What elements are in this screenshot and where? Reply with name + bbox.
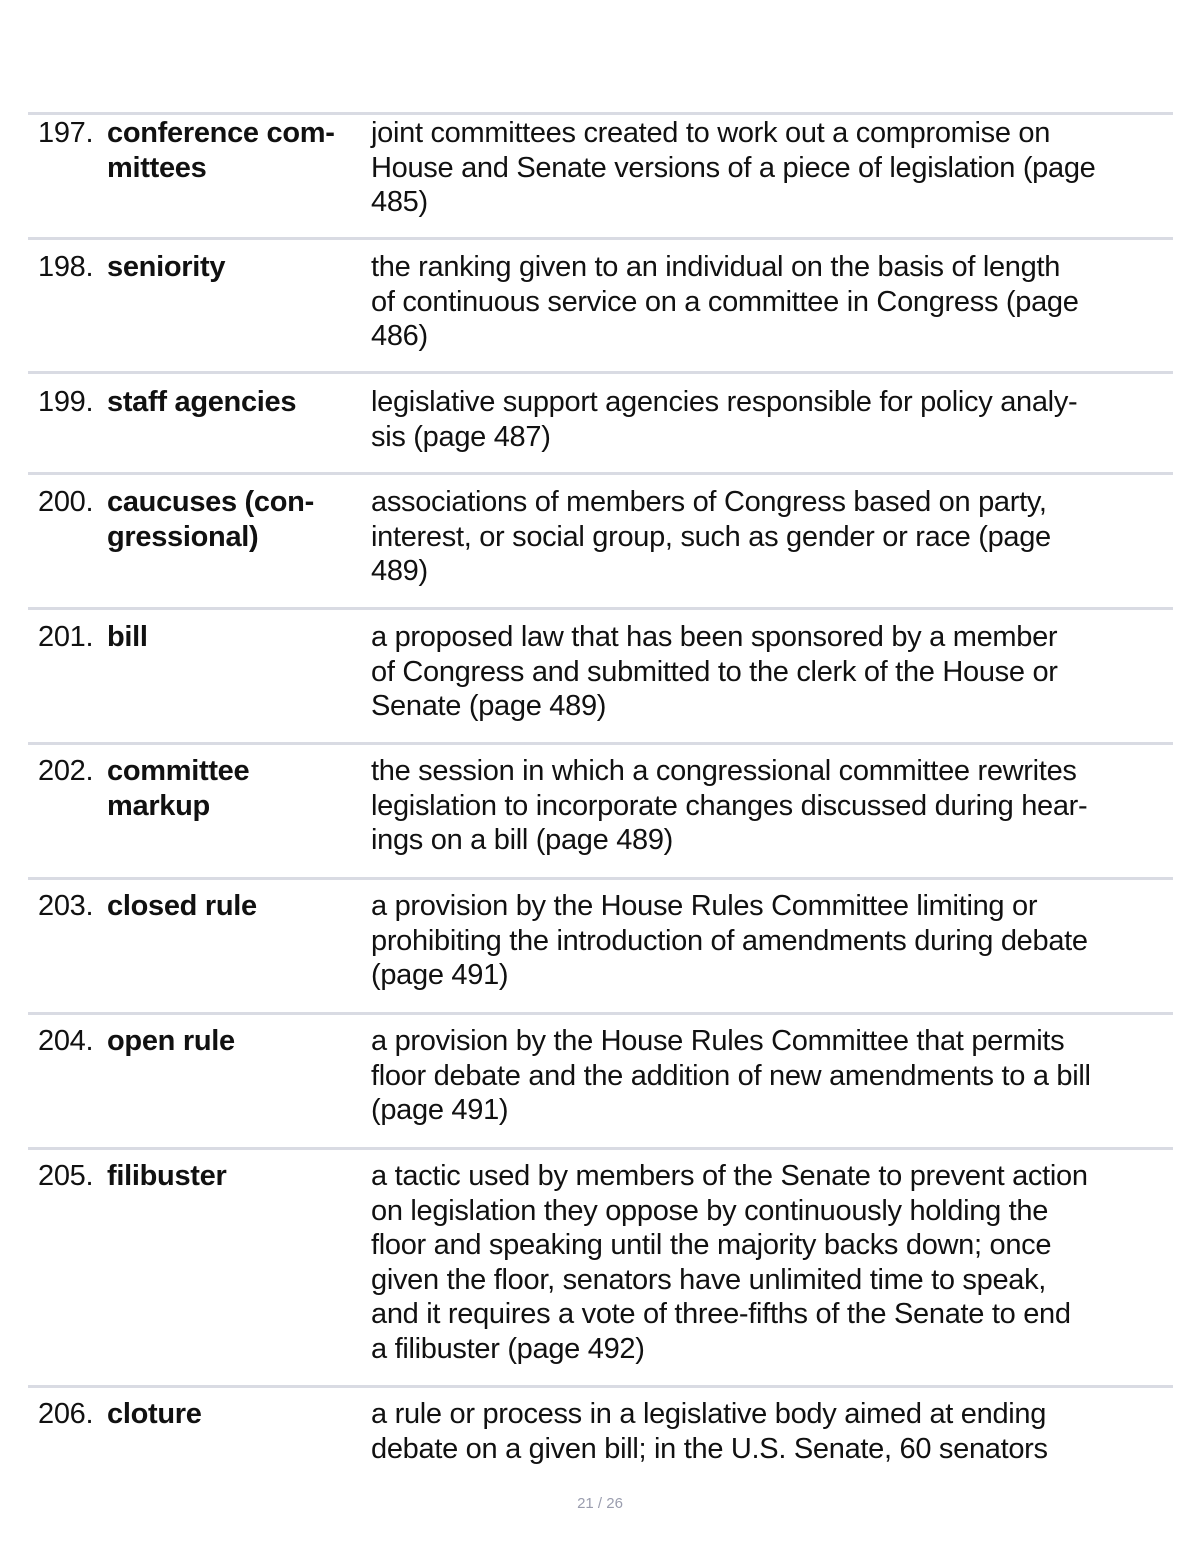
entry-number: 199.: [38, 386, 94, 418]
definition-line: a provision by the House Rules Committee that permits: [371, 1025, 1065, 1057]
entry-divider: [28, 1012, 1173, 1015]
entry-number: 200.: [38, 486, 94, 518]
entry-number: 203.: [38, 890, 94, 922]
entry-definition: [371, 116, 1171, 220]
entry-divider: [28, 607, 1173, 610]
definition-line: floor debate and the addition of new amendments to a bill: [371, 1059, 1091, 1092]
entry-number: 198.: [38, 251, 94, 283]
entry-term: [107, 116, 365, 185]
definition-line: ings on a bill (page 489): [371, 824, 674, 856]
definition-line: given the floor, senators have unlimited time to speak,: [371, 1263, 1047, 1296]
definition-line: prohibiting the introduction of amendments during debate: [371, 924, 1088, 957]
entry-definition: [371, 1024, 1171, 1128]
definition-line: interest, or social group, such as gender or race (page: [371, 520, 1051, 553]
entry-definition: [371, 385, 1171, 454]
entry-definition: [371, 250, 1171, 354]
entry-term: [107, 620, 365, 655]
term-line: cloture: [107, 1398, 202, 1430]
entry-definition: [371, 1397, 1171, 1466]
definition-line: and it requires a vote of three-fifths of the Senate to end: [371, 1298, 1071, 1330]
definition-line: 489): [371, 555, 428, 587]
entry-number: 201.: [38, 621, 94, 653]
definition-line: floor and speaking until the majority backs down; once: [371, 1229, 1052, 1261]
entry-term: [107, 485, 365, 554]
entry-divider: [28, 371, 1173, 374]
definition-line: of continuous service on a committee in Congress (page: [371, 285, 1079, 318]
entry-divider: [28, 742, 1173, 745]
entry-definition: [371, 889, 1171, 993]
definition-line: on legislation they oppose by continuously holding the: [371, 1194, 1049, 1227]
entry-number: 206.: [38, 1398, 94, 1430]
entry-divider: [28, 472, 1173, 475]
term-line: closed rule: [107, 890, 257, 922]
entry-divider: [28, 877, 1173, 880]
entry-number: 205.: [38, 1160, 94, 1192]
entry-definition: [371, 754, 1171, 858]
term-line: mittees: [107, 151, 207, 184]
definition-line: associations of members of Congress based on party,: [371, 486, 1047, 518]
entry-number: 202.: [38, 755, 94, 787]
definition-line: (page 491): [371, 959, 509, 991]
definition-line: a filibuster (page 492): [371, 1332, 645, 1365]
definition-line: debate on a given bill; in the U.S. Senate, 60 senators: [371, 1432, 1048, 1465]
entry-definition: [371, 620, 1171, 724]
definition-line: 485): [371, 186, 428, 218]
definition-line: House and Senate versions of a piece of legislation (page: [371, 151, 1096, 184]
definition-line: joint committees created to work out a compromise on: [371, 117, 1051, 149]
term-line: committee: [107, 755, 250, 787]
definition-line: a proposed law that has been sponsored by a member: [371, 621, 1058, 653]
term-line: open rule: [107, 1025, 235, 1057]
entry-divider: [28, 237, 1173, 240]
term-line: seniority: [107, 251, 226, 283]
definition-line: a provision by the House Rules Committee limiting or: [371, 890, 1038, 922]
definition-line: legislation to incorporate changes discussed during hear-: [371, 789, 1088, 822]
definition-line: legislative support agencies responsible for policy analy-: [371, 386, 1078, 418]
term-line: filibuster: [107, 1160, 227, 1192]
entry-term: [107, 754, 365, 823]
entry-definition: [371, 1159, 1171, 1366]
definition-line: sis (page 487): [371, 420, 551, 453]
entry-divider: [28, 1385, 1173, 1388]
entry-term: [107, 385, 365, 420]
entry-number: 197.: [38, 117, 94, 149]
entry-term: [107, 1397, 365, 1432]
entry-term: [107, 250, 365, 285]
term-line: markup: [107, 789, 210, 822]
definition-line: a rule or process in a legislative body aimed at ending: [371, 1398, 1047, 1430]
definition-line: the ranking given to an individual on the basis of length: [371, 251, 1061, 283]
entry-term: [107, 889, 365, 924]
term-line: caucuses (con-: [107, 486, 314, 518]
definition-line: 486): [371, 320, 428, 352]
term-line: staff agencies: [107, 386, 297, 418]
definition-line: Senate (page 489): [371, 690, 607, 722]
term-line: bill: [107, 621, 148, 653]
definition-line: (page 491): [371, 1094, 509, 1126]
definition-line: a tactic used by members of the Senate to prevent action: [371, 1160, 1088, 1192]
entry-divider: [28, 1147, 1173, 1150]
entry-term: [107, 1159, 365, 1194]
definition-line: the session in which a congressional committee rewrites: [371, 755, 1077, 787]
page-indicator: 21 / 26: [577, 1495, 623, 1512]
entry-number: 204.: [38, 1025, 94, 1057]
term-line: conference com-: [107, 117, 335, 149]
entry-divider: [28, 112, 1173, 115]
entry-definition: [371, 485, 1171, 589]
entry-term: [107, 1024, 365, 1059]
term-line: gressional): [107, 520, 259, 553]
definition-line: of Congress and submitted to the clerk of the House or: [371, 655, 1058, 688]
